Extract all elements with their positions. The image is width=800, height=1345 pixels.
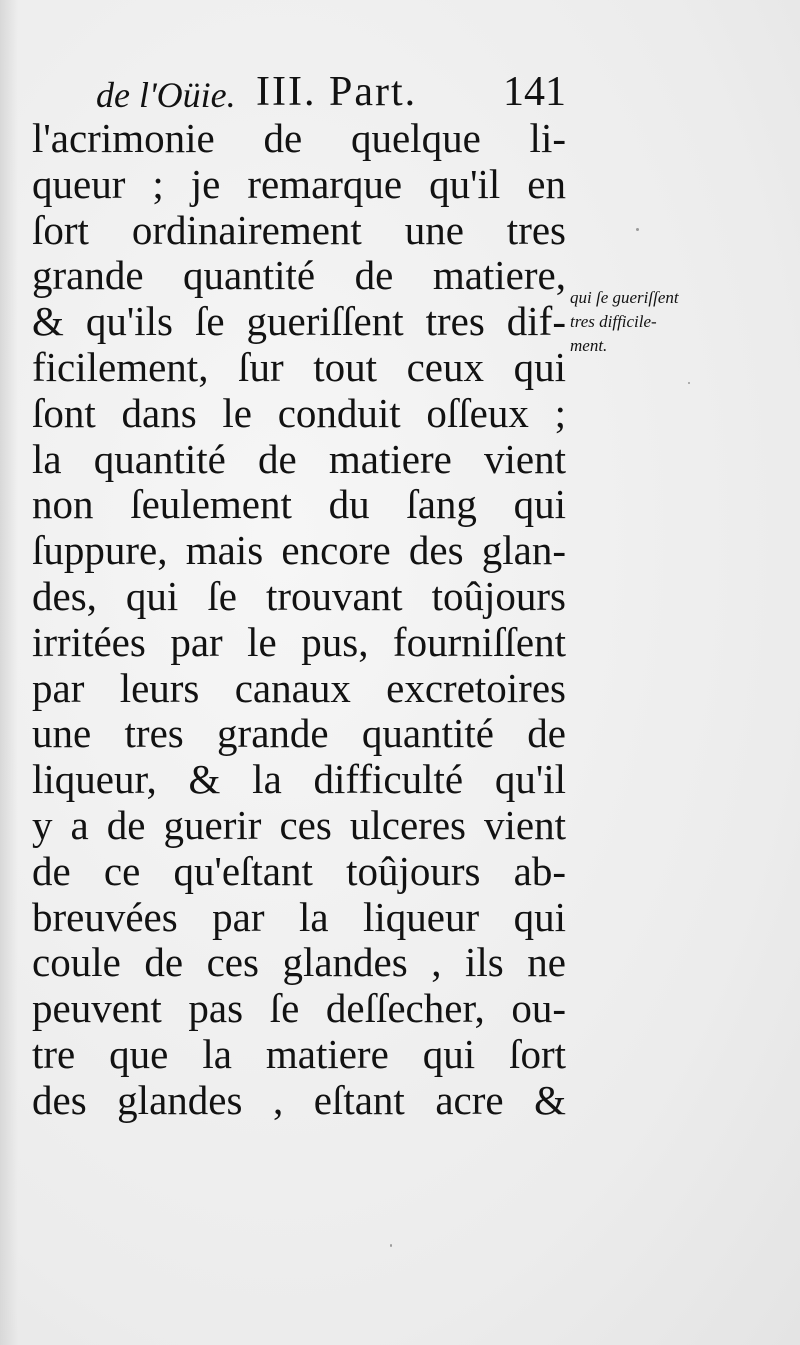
spine-shadow (0, 0, 18, 1345)
marginal-note-line: qui ſe gueriſſent (570, 288, 679, 307)
text-line: ſort ordinairement une tres (32, 207, 566, 253)
text-line: peuvent pas ſe deſſecher, ou- (32, 986, 566, 1032)
text-line: des glandes , eſtant acre & (32, 1077, 566, 1123)
text-line: liqueur, & la difficulté qu'il (32, 757, 566, 803)
paper-speck (688, 382, 690, 384)
text-line: & qu'ils ſe gueriſſent tres dif- (32, 299, 566, 345)
text-line: tre que la matiere qui ſort (32, 1031, 566, 1077)
paper-speck (390, 1244, 392, 1247)
marginal-note (570, 286, 740, 358)
text-line: coule de ces glandes , ils ne (32, 940, 566, 986)
text-line: des, qui ſe trouvant toûjours (32, 573, 566, 619)
body-text (32, 116, 566, 1124)
header-part-label: III. Part. (256, 69, 418, 115)
text-line: l'acrimonie de quelque li- (32, 116, 566, 161)
text-line: ſuppure, mais encore des glan- (32, 528, 566, 574)
text-line: la quantité de matiere vient (32, 436, 566, 482)
text-line: queur ; je remarque qu'il en (32, 161, 566, 207)
text-line: ficilement, ſur tout ceux qui (32, 344, 566, 390)
text-line: grande quantité de matiere, (32, 253, 566, 299)
header-section-title: de l'Oüie. (96, 75, 236, 115)
text-line: irritées par le pus, fourniſſent (32, 619, 566, 665)
marginal-note-line: ment. (570, 336, 608, 355)
text-line: ſont dans le conduit oſſeux ; (32, 390, 566, 436)
marginal-note-line: tres difficile- (570, 312, 657, 331)
paper-speck (636, 228, 639, 231)
page-number: 141 (503, 69, 566, 115)
text-line: breuvées par la liqueur qui (32, 894, 566, 940)
text-line: de ce qu'eſtant toûjours ab- (32, 848, 566, 894)
running-header (96, 66, 566, 118)
text-line: par leurs canaux excretoires (32, 665, 566, 711)
text-line: une tres grande quantité de (32, 711, 566, 757)
text-line: non ſeulement du ſang qui (32, 482, 566, 528)
text-line: y a de guerir ces ulceres vient (32, 802, 566, 848)
